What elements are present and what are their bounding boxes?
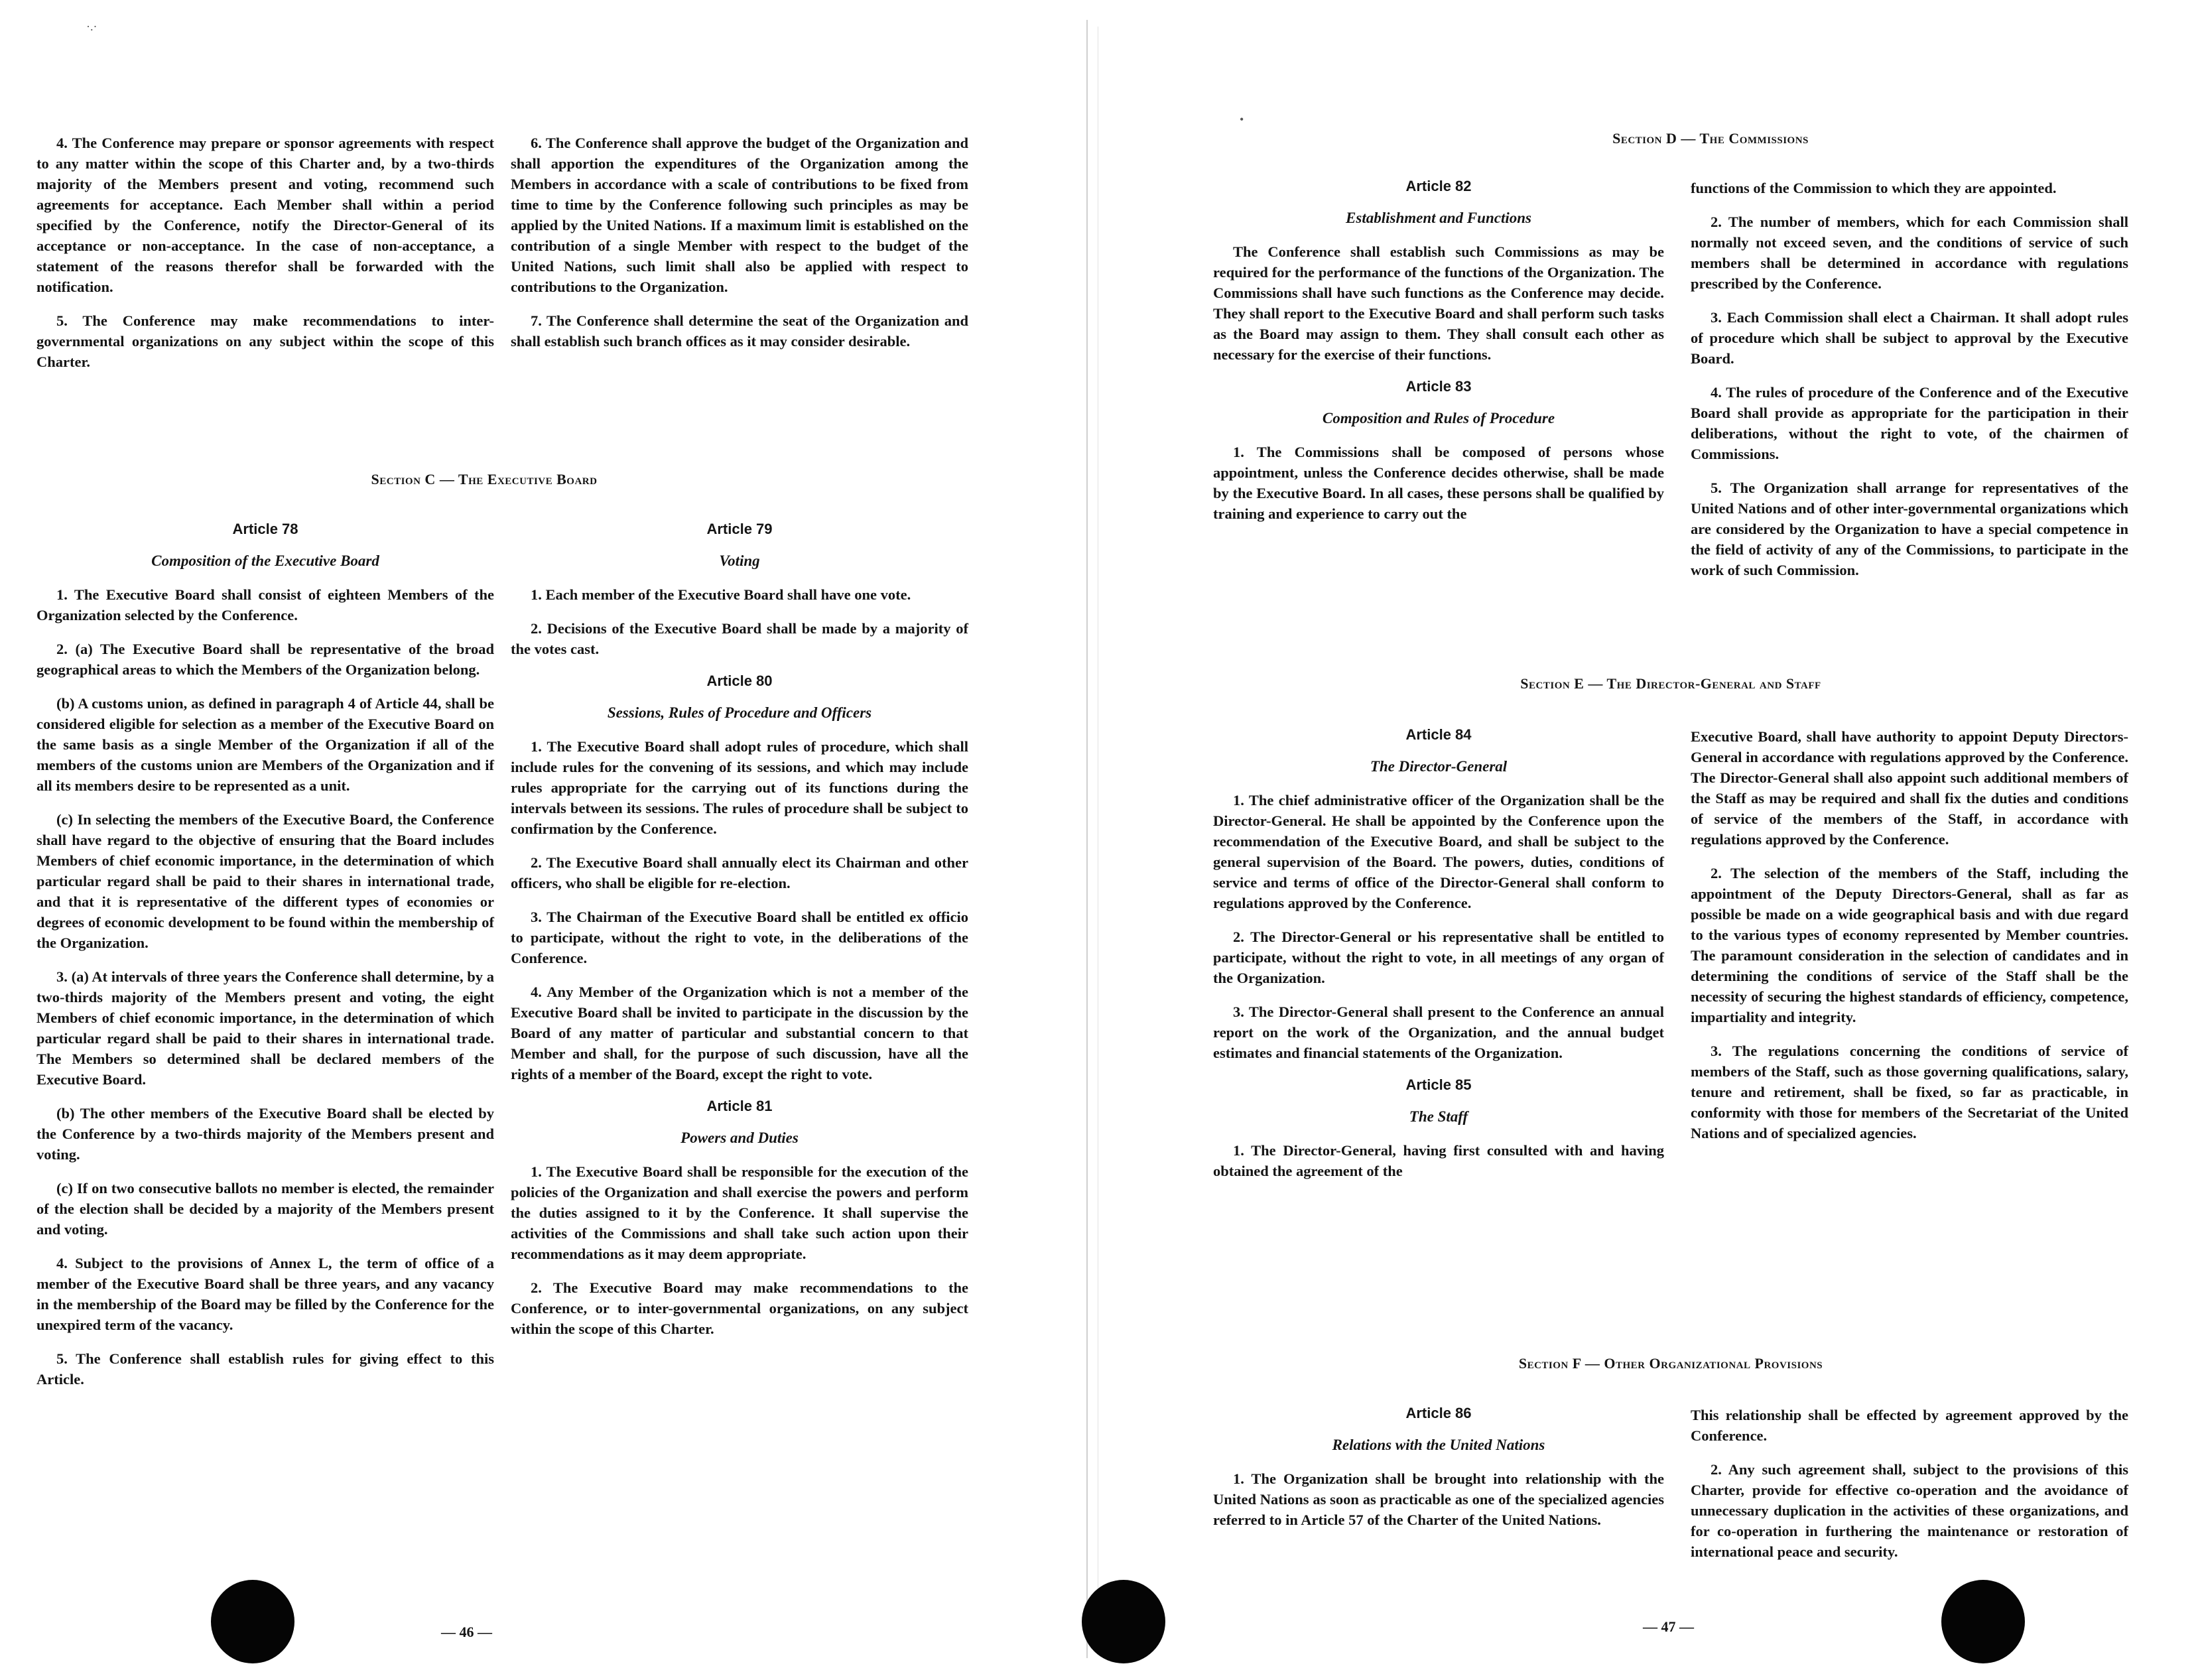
article-title: Voting: [719, 552, 760, 569]
paragraph: 3. The regulations concerning the conditions of service of members of the Staff, such as those governing qualifications, salary, tenure and retirement, shall be fixed, so far as practicable, in conformity with those for members of the Secretariat of the United Nations and of specialized agencies.: [1691, 1043, 2128, 1141]
paragraph: 5. The Conference shall establish rules for giving effect to this Article.: [36, 1350, 494, 1388]
paragraph: 1. The Executive Board shall adopt rules of procedure, which shall include rules for the convening of its sessions, and which may include rules appropriate for the carrying out of its functions during the intervals between its sessions. The rules of procedure shall be subject to confirmation by the Conference.: [511, 738, 968, 837]
paragraph: 2. The number of members, which for each Commission shall normally not exceed seven, and the conditions of service of such members shall be determined in accordance with regulations prescribed by the Conference.: [1691, 214, 2128, 292]
right-col1-bottom: [1213, 1405, 1664, 1543]
article-title: The Staff: [1409, 1108, 1468, 1125]
left-col1-top: [36, 133, 494, 385]
article-number: Article 86: [1405, 1405, 1472, 1421]
paragraph: 1. Each member of the Executive Board shall have one vote.: [531, 586, 911, 603]
paragraph: 2. Any such agreement shall, subject to the provisions of this Charter, provide for effective co-operation and the avoidance of unnecessary duplication in the activities of these organizations, and for co-operation in furthering the maintenance or restoration of international peace and security.: [1691, 1461, 2128, 1560]
paragraph: 1. The Executive Board shall consist of eighteen Members of the Organization selected by the Conference.: [36, 586, 494, 623]
article-title: Relations with the United Nations: [1332, 1437, 1545, 1453]
article-number: Article 84: [1405, 726, 1472, 743]
paragraph: 1. The Executive Board shall be responsible for the execution of the policies of the Organization and shall exercise the powers and perform the duties assigned to it by the Conference. It shall supervise the activities of the Commissions and shall take such action upon their recommendations as it may deem appropriate.: [511, 1163, 968, 1262]
article-title: Establishment and Functions: [1346, 210, 1531, 226]
paragraph: 2. The Executive Board may make recommendations to the Conference, or to inter-governmental organizations, on any subject within the scope of this Charter.: [511, 1279, 968, 1337]
paragraph: (c) If on two consecutive ballots no member is elected, the remainder of the election shall be decided by a majority of the Members present and voting.: [36, 1180, 494, 1238]
section-heading: Section E — The Director-General and Staff: [1520, 675, 1821, 692]
article-title: Composition of the Executive Board: [151, 552, 379, 569]
article-78: [36, 521, 494, 1403]
paragraph: 5. The Conference may make recommendations to inter-governmental organizations on any subject within the scope of this Charter.: [36, 312, 494, 370]
article-number: Article 78: [232, 521, 298, 537]
article-title: The Director-General: [1370, 758, 1508, 775]
paragraph: 6. The Conference shall approve the budget of the Organization and shall apportion the expenditures of the Organization among the Members in accordance with a scale of contributions to be fixed from time to time by the Conference following such principles as may be applied by the United Nations. If a maximum limit is established on the contribution of a single Member with respect to the budget of the United Nations, such limit shall also be applied with respect to contributions to the Organization.: [511, 135, 968, 295]
paragraph: 3. The Chairman of the Executive Board shall be entitled ex officio to participate, without the right to vote, in the deliberations of the Conference.: [511, 909, 968, 966]
paragraph: 1. The Organization shall be brought into relationship with the United Nations as soon as practicable as one of the specialized agencies referred to in Article 57 of the Charter of the United Nations.: [1213, 1470, 1664, 1528]
article-number: Article 82: [1405, 178, 1472, 194]
paragraph: 3. Each Commission shall elect a Chairman. It shall adopt rules of procedure which shall be subject to approval by the Executive Board.: [1691, 309, 2128, 367]
paragraph: Executive Board, shall have authority to appoint Deputy Directors-General in accordance with regulations approved by the Conference. The Director-General shall also appoint such additional members of the Staff as may be required and shall fix the duties and conditions of service of the members of the Staff, in accordance with regulations approved by the Conference.: [1691, 728, 2128, 848]
punch-hole: [1941, 1580, 2025, 1663]
paragraph: 1. The Commissions shall be composed of persons whose appointment, unless the Conference decides otherwise, shall be made by the Executive Board. In all cases, these persons shall be qualified by training and experience to carry out the: [1213, 444, 1664, 522]
paragraph: 2. Decisions of the Executive Board shall be made by a majority of the votes cast.: [511, 620, 968, 657]
paragraph: (b) The other members of the Executive Board shall be elected by the Conference by a two-thirds majority of the Members present and voting.: [36, 1105, 494, 1163]
paragraph: 2. The Executive Board shall annually elect its Chairman and other officers, who shall be eligible for re-election.: [511, 854, 968, 891]
article-title: Composition and Rules of Procedure: [1322, 410, 1555, 426]
paragraph: 4. Any Member of the Organization which is not a member of the Executive Board shall be invited to participate in the discussion by the Board of any matter of particular and substantial concern to that Member and shall, for the purpose of such discussion, have all the rights of a member of the Board, except the right to vote.: [511, 984, 968, 1082]
page-number: — 47 —: [1643, 1618, 1694, 1635]
left-col2-top: [511, 133, 968, 365]
paragraph: 1. The Director-General, having first consulted with and having obtained the agreement of the: [1213, 1142, 1664, 1179]
punch-hole: [1082, 1580, 1165, 1663]
right-col1-mid: [1213, 726, 1664, 1195]
paragraph: The Conference shall establish such Commissions as may be required for the performance of the functions of the Organization. The Commissions shall have such functions as the Conference may decide. They shall report to the Executive Board and shall perform such tasks as the Board may assign to them. They shall consult each other as necessary for the exercise of their functions.: [1213, 243, 1664, 363]
paragraph: This relationship shall be effected by agreement approved by the Conference.: [1691, 1407, 2128, 1444]
paragraph: 1. The chief administrative officer of the Organization shall be the Director-General. He shall be appointed by the Conference upon the recommendation of the Executive Board, and shall be subject to the general supervision of the Board. The powers, duties, conditions of service and terms of office of the Director-General shall conform to regulations approved by the Conference.: [1213, 792, 1664, 911]
right-col2-mid: [1691, 726, 2128, 1157]
articles-79-81: [511, 521, 968, 1352]
page-number: — 46 —: [441, 1624, 492, 1640]
article-number: Article 79: [706, 521, 773, 537]
scan-speck: ·.·: [86, 20, 97, 33]
right-page: [1100, 0, 2200, 1680]
article-number: Article 85: [1405, 1076, 1472, 1093]
paragraph: (c) In selecting the members of the Executive Board, the Conference shall have regard to the objective of ensuring that the Board includes Members of chief economic importance, in the determination of which particular regard shall be paid to their shares in international trade, and that it is representative of the different types of economies or degrees of economic development to be found within the membership of the Organization.: [36, 811, 494, 951]
paragraph: 7. The Conference shall determine the seat of the Organization and shall establish such branch offices as it may consider desirable.: [511, 312, 968, 350]
section-heading: Section F — Other Organizational Provisions: [1518, 1355, 1823, 1372]
article-number: Article 83: [1405, 378, 1472, 395]
paragraph: 4. The Conference may prepare or sponsor agreements with respect to any matter within the scope of this Charter and, by a two-thirds majority of the Members present and voting, recommend such agreements for acceptance. Each Member shall within a period specified by the Conference, notify the Director-General of its acceptance or non-acceptance. In the case of non-acceptance, a statement of the reasons therefor shall be forwarded with the notification.: [36, 135, 494, 295]
paragraph: functions of the Commission to which they are appointed.: [1691, 180, 2057, 196]
paragraph: 4. The rules of procedure of the Conference and of the Executive Board shall provide as appropriate for the participation in their deliberations, without the right to vote, of the chairmen of Commissions.: [1691, 384, 2128, 462]
right-col2-bottom: [1691, 1405, 2128, 1575]
article-number: Article 81: [706, 1098, 773, 1114]
article-title: Sessions, Rules of Procedure and Officers: [607, 704, 872, 721]
paragraph: 2. The Director-General or his representative shall be entitled to participate, without the right to vote, in all meetings of any organ of the Organization.: [1213, 929, 1664, 986]
paragraph: 2. The selection of the members of the Staff, including the appointment of the Deputy Directors-General, shall as far as possible be made on a wide geographical basis and with due regard to the various types of economy represented by Member countries. The paramount consideration in the selection of candidates and in determining the conditions of service of the Staff shall be the necessity of securing the highest standards of efficiency, competence, impartiality and integrity.: [1691, 865, 2128, 1025]
paragraph: 2. (a) The Executive Board shall be representative of the broad geographical areas to which the Members of the Organization belong.: [36, 641, 494, 678]
paragraph: 5. The Organization shall arrange for representatives of the United Nations and of other inter-governmental organizations which are considered by the Organization to have a special competence in the field of activity of any of the Commissions, to participate in the work of such Commission.: [1691, 480, 2128, 578]
right-col1-top: [1213, 178, 1664, 537]
section-heading: Section D — The Commissions: [1612, 130, 1809, 147]
paragraph: (b) A customs union, as defined in paragraph 4 of Article 44, shall be considered eligible for selection as a member of the Executive Board on the same basis as a single Member of the Organization if all of the members of the customs union are Members of the Organization and if all its members desire to be represented as a unit.: [36, 695, 494, 794]
paragraph: 3. The Director-General shall present to the Conference an annual report on the work of the Organization, and the annual budget estimates and financial statements of the Organization.: [1213, 1003, 1664, 1061]
article-title: Powers and Duties: [680, 1130, 799, 1146]
scan-speck: •: [1240, 113, 1244, 126]
article-number: Article 80: [706, 673, 773, 689]
section-heading: Section C — The Executive Board: [371, 471, 598, 487]
paragraph: 3. (a) At intervals of three years the Conference shall determine, by a two-thirds majority of the Members present and voting, the eight Members of chief economic importance, in the determination of which particular regard shall be paid to their shares in international trade. The Members so determined shall be declared members of the Executive Board.: [36, 968, 494, 1088]
right-col2-top: [1691, 178, 2128, 594]
punch-hole: [211, 1580, 294, 1663]
paragraph: 4. Subject to the provisions of Annex L, the term of office of a member of the Executive Board shall be three years, and any vacancy in the membership of the Board may be filled by the Conference for the unexpired term of the vacancy.: [36, 1255, 494, 1333]
